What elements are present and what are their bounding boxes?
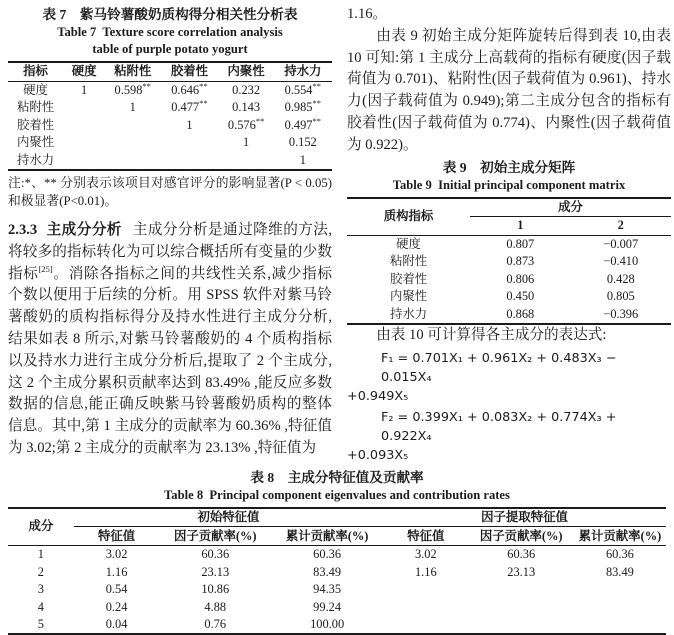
table-cell: 4.88 (204, 599, 227, 614)
subcol-header-eigenvalue-2: 特征值 (383, 527, 469, 546)
table-header-row (8, 508, 666, 527)
group-header-component: 成分 (470, 198, 671, 217)
table-cell (160, 152, 218, 171)
table-row (347, 235, 671, 253)
table7-note: 注:*、** 分别表示该项目对感官评分的影响显著(P < 0.05)和极显著(P<0.01)。 (8, 176, 332, 208)
table-cell: 粘附性 (16, 100, 55, 115)
table-cell: 60.36 (605, 547, 634, 562)
table-cell (574, 581, 666, 599)
table-cell: −0.007 (603, 236, 639, 251)
table-cell: 99.24 (313, 599, 342, 614)
table-cell: 胶着性 (16, 117, 55, 132)
formula-f1-line2: +0.949X₅ (347, 388, 409, 404)
table-cell: 0.598** (114, 80, 151, 97)
formula-f1 (347, 349, 671, 406)
table-cell: 内聚性 (389, 289, 428, 304)
table-cell: 0.868 (506, 306, 535, 321)
two-column-layout (8, 4, 671, 467)
table-cell: 胶着性 (389, 271, 428, 286)
table-cell: 5 (37, 617, 44, 632)
table-cell (105, 152, 160, 171)
table-cell: 1.16 (105, 564, 128, 579)
table-cell: 60.36 (313, 547, 342, 562)
table8-caption-en: Table 8 Principal component eigenvalues and contribution rates (164, 487, 510, 502)
table-cell (469, 616, 574, 635)
table-cell (383, 616, 469, 635)
table-cell: 83.49 (313, 564, 342, 579)
table-cell: 3.02 (414, 547, 437, 562)
section-paragraph (8, 220, 332, 460)
table-cell (63, 117, 105, 135)
table-row (8, 581, 666, 599)
table-cell: 1 (129, 100, 136, 115)
table7-caption-en-line2: table of purple potato yogurt (92, 42, 248, 56)
table-cell: 0.450 (506, 289, 535, 304)
subcol-header-cumulative-2: 累计贡献率(%) (574, 527, 666, 546)
table-row (8, 99, 332, 117)
table-cell: 持水力 (389, 306, 428, 321)
table7-caption-en-line1: Table 7 Texture score correlation analysis (57, 25, 283, 39)
group-header-extracted-eigenvalues: 因子提取特征值 (383, 508, 666, 527)
table-cell: 60.36 (201, 547, 230, 562)
paragraph-rotation-analysis: 由表 9 初始主成分矩阵旋转后得到表 10,由表 10 可知:第 1 主成分上高载荷的指标有硬度(因子载荷值为 0.701)、粘附性(因子载荷值为 0.961)、持水力(因子载荷值为 0.949);第二主成分包含的指标有胶着性(因子载荷值为 0.774)、内聚性(因子载荷值为 0.922)。 (347, 27, 671, 153)
table-cell: 硬度 (23, 82, 48, 97)
subcol-header-contribution-2: 因子贡献率(%) (469, 527, 574, 546)
table-cell: 0.554** (284, 80, 322, 97)
left-column (8, 4, 332, 467)
table-cell: 1 (186, 117, 193, 132)
table-cell: 0.497** (284, 115, 322, 132)
table-row (347, 288, 671, 306)
table-cell (219, 152, 274, 171)
table-row (8, 598, 666, 616)
table-cell: 0.428 (606, 271, 635, 286)
table-cell: 0.806 (506, 271, 535, 286)
table-cell: 60.36 (507, 547, 536, 562)
table-cell: 0.04 (105, 617, 128, 632)
table-cell (105, 117, 160, 135)
initial-pc-matrix-table (347, 197, 671, 326)
subcol-header-2: 2 (571, 217, 671, 236)
table-cell: 0.143 (232, 100, 261, 115)
table-row (8, 616, 666, 635)
table-cell: 1 (299, 152, 306, 167)
subcol-header-contribution-1: 因子贡献率(%) (159, 527, 271, 546)
table-cell (63, 134, 105, 152)
section-title: 主成分分析 (46, 222, 122, 238)
table-header-row (8, 62, 332, 81)
section-body-text: 主成分分析是通过降维的方法,将较多的指标转化为可以综合概括所有变量的少数指标[25]。消除各指标之间的共线性关系,减少指标个数以便用于后续的分析。用 SPSS 软件对紫马铃薯酸奶的质构指标得分及持水性进行主成分分析,结果如表 8 所示,对紫马铃薯酸奶的 4 个质构指标以及持水力进行主成分分析后,提取了 2 个主成分,这 2 个主成分累积贡献率达到 83.49% ,能反应多数数据的信息,能正确反映紫马铃薯酸奶质构的整体信息。其中,第 1 主成分的贡献率为 60.36% ,特征值为 3.02;第 2 主成分的贡献率为 23.13% ,特征值为 (8, 222, 332, 456)
table-cell (469, 598, 574, 616)
table-row (8, 152, 332, 171)
table-cell: −0.410 (603, 254, 639, 269)
table-row (347, 271, 671, 289)
table-cell: 100.00 (310, 617, 345, 632)
formula-f2-line2: +0.093X₅ (347, 447, 409, 463)
table-cell: 1 (37, 547, 44, 562)
table-cell: 0.985** (284, 98, 322, 115)
table-cell: 0.76 (204, 617, 227, 632)
table-cell: 0.24 (105, 599, 128, 614)
table-cell (105, 134, 160, 152)
table-cell: 0.152 (288, 135, 317, 150)
table-cell: 23.13 (201, 564, 230, 579)
table-row (8, 81, 332, 99)
table-cell: 0.873 (506, 254, 535, 269)
table-cell: 0.54 (105, 582, 128, 597)
correlation-table (8, 61, 332, 171)
table8-caption-zh: 表 8 主成分特征值及贡献率 (250, 469, 424, 485)
table-cell: 0.576** (227, 115, 265, 132)
paragraph-continuation: 1.16。 (347, 6, 388, 22)
table-cell (574, 616, 666, 635)
table-cell: 2 (37, 564, 44, 579)
table-row (347, 306, 671, 325)
section-number: 2.3.3 (8, 222, 38, 238)
table-cell: 23.13 (507, 564, 536, 579)
formula-f2-line1: F₂ = 0.399X₁ + 0.083X₂ + 0.774X₃ + 0.922X₄ (381, 409, 617, 444)
subcol-header-eigenvalue-1: 特征值 (74, 527, 160, 546)
table7-caption-zh: 表 7 紫马铃薯酸奶质构得分相关性分析表 (42, 7, 298, 22)
col-header-adhesiveness: 粘附性 (105, 62, 160, 81)
table-cell: 0.477** (171, 98, 208, 115)
col-header-component: 成分 (8, 508, 74, 546)
col-header-hardness: 硬度 (63, 62, 105, 81)
table-cell: 1 (243, 135, 250, 150)
table9-caption-en: Table 9 Initial principal component matrix (392, 177, 626, 192)
table-cell: 0.807 (506, 236, 535, 251)
table-cell (574, 598, 666, 616)
right-column (347, 4, 671, 467)
subcol-header-1: 1 (470, 217, 570, 236)
table-cell (383, 598, 469, 616)
table-cell: 4 (37, 599, 44, 614)
table-cell: 1.16 (414, 564, 437, 579)
table-cell: 10.86 (201, 582, 230, 597)
table-cell: 3 (37, 582, 44, 597)
table-cell: −0.396 (603, 306, 639, 321)
col-header-gumminess: 胶着性 (160, 62, 218, 81)
table-cell: 内聚性 (16, 135, 55, 150)
col-header-cohesiveness: 内聚性 (219, 62, 274, 81)
table-cell: 94.35 (313, 582, 342, 597)
table-row (347, 253, 671, 271)
table-cell (63, 99, 105, 117)
table-cell: 83.49 (605, 564, 634, 579)
table-cell: 0.232 (232, 82, 261, 97)
table-cell: 1 (81, 82, 88, 97)
col-header-water-holding: 持水力 (274, 62, 332, 81)
table-row (8, 545, 666, 563)
table-cell: 0.646** (171, 80, 208, 97)
table-row (8, 563, 666, 581)
table-cell: 硬度 (396, 236, 421, 251)
col-header-texture-indicator: 质构指标 (347, 198, 470, 236)
table-cell: 0.805 (606, 289, 635, 304)
table-row (8, 134, 332, 152)
table-header-row (347, 198, 671, 217)
formula-f1-line1: F₁ = 0.701X₁ + 0.961X₂ + 0.483X₃ − 0.015X₄ (381, 350, 617, 385)
table-row (8, 117, 332, 135)
table-cell: 3.02 (105, 547, 128, 562)
group-header-initial-eigenvalues: 初始特征值 (74, 508, 383, 527)
formula-f2 (347, 408, 671, 465)
table-cell: 粘附性 (389, 254, 428, 269)
eigenvalues-table (8, 507, 666, 635)
table-cell (383, 581, 469, 599)
subcol-header-cumulative-1: 累计贡献率(%) (271, 527, 383, 546)
table-cell (63, 152, 105, 171)
paragraph-expressions-intro: 由表 10 可计算得各主成分的表达式: (376, 327, 607, 344)
table-cell: 持水力 (16, 152, 55, 167)
table-subheader-row (8, 527, 666, 546)
col-header-indicator: 指标 (8, 62, 63, 81)
table-cell (469, 581, 574, 599)
table-cell (160, 134, 218, 152)
table9-caption-zh: 表 9 初始主成分矩阵 (442, 159, 576, 175)
